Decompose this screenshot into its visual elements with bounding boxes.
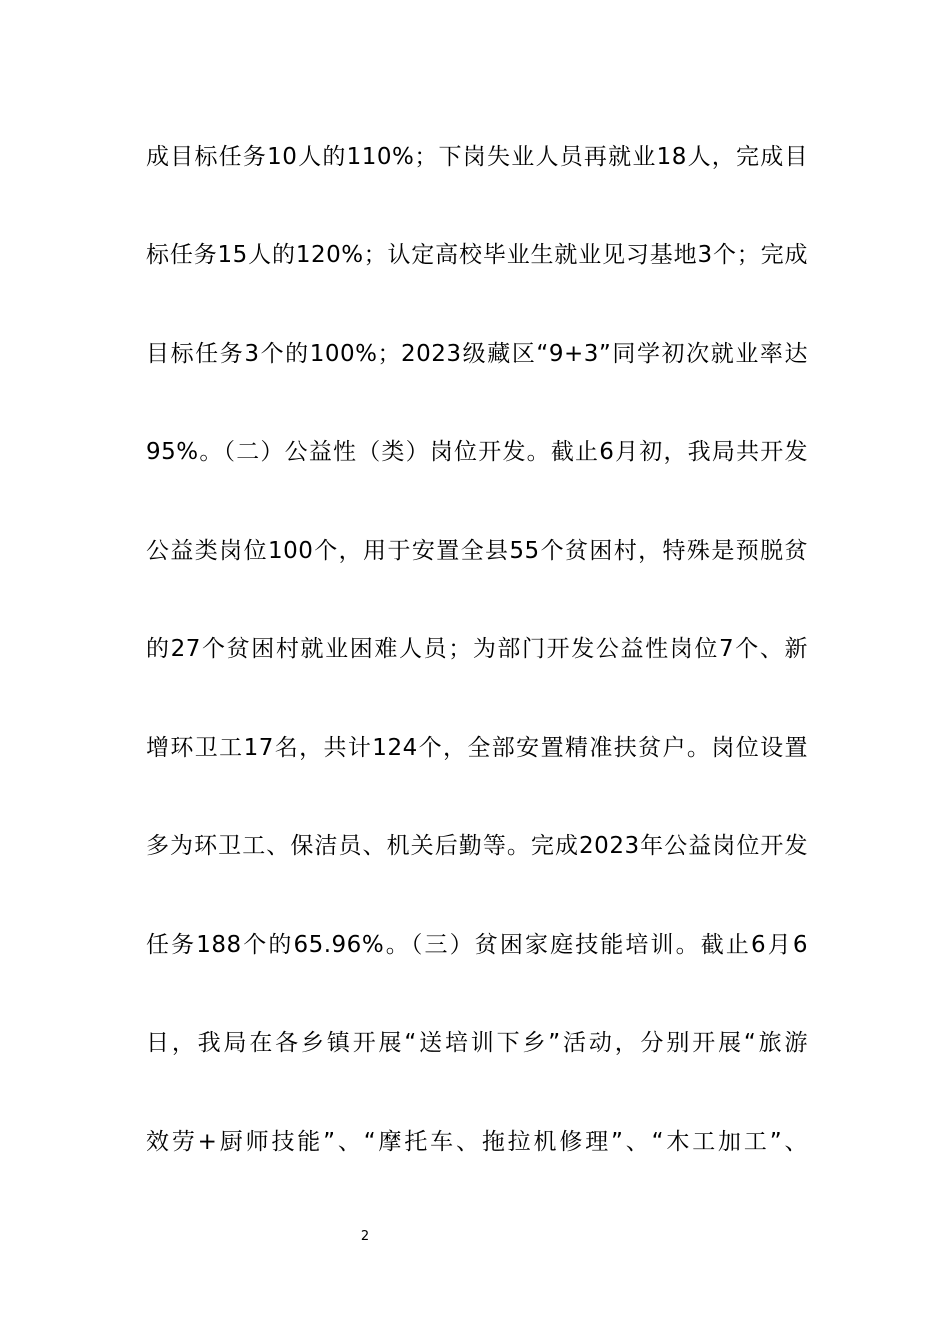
text-line: 成目标任务10人的110%；下岗失业人员再就业18人，完成目 — [146, 144, 808, 170]
text-line: 增环卫工17名，共计124个，全部安置精准扶贫户。岗位设置 — [146, 735, 808, 761]
text-line: 的27个贫困村就业困难人员；为部门开发公益性岗位7个、新 — [146, 636, 808, 662]
text-line: 目标任务3个的100%；2023级藏区“9+3”同学初次就业率达 — [146, 341, 808, 367]
text-line: 日，我局在各乡镇开展“送培训下乡”活动，分别开展“旅游 — [146, 1030, 808, 1056]
text-line: 效劳+厨师技能”、“摩托车、拖拉机修理”、“木工加工”、 — [146, 1129, 808, 1155]
text-line: 任务188个的65.96%。（三）贫困家庭技能培训。截止6月6 — [146, 932, 808, 958]
text-line: 公益类岗位100个，用于安置全县55个贫困村，特殊是预脱贫 — [146, 538, 808, 564]
text-line: 95%。（二）公益性（类）岗位开发。截止6月初，我局共开发 — [146, 439, 808, 465]
page-number: 2 — [360, 1229, 370, 1244]
text-line: 多为环卫工、保洁员、机关后勤等。完成2023年公益岗位开发 — [146, 833, 808, 859]
text-line: 标任务15人的120%；认定高校毕业生就业见习基地3个；完成 — [146, 242, 808, 268]
